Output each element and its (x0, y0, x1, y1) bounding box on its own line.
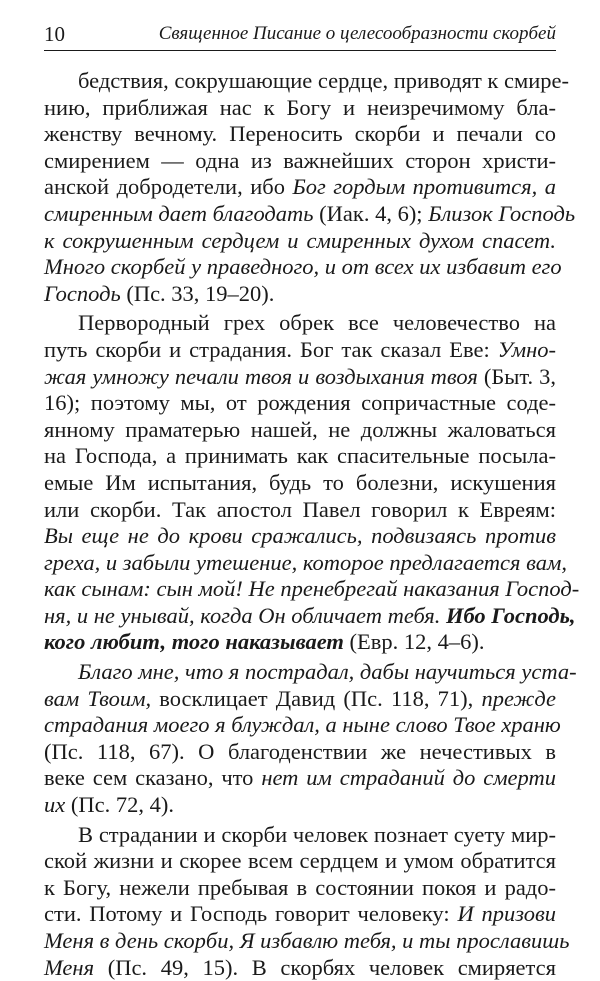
text-line (44, 901, 556, 928)
italic-run: Меня в день скорби, Я избавлю тебя, и ты прославишь (44, 928, 570, 953)
italic-run: греха, и забыли утешение, которое предлагается вам, (44, 549, 567, 575)
italic-run: страдания моего я блуждал, а ныне слово Твое храню (44, 712, 561, 738)
text-line (44, 765, 556, 792)
text-run: (Евр. 12, 4–6). (343, 629, 485, 655)
text-run: (Иак. 4, 6); (313, 200, 429, 226)
text-line (44, 848, 556, 875)
text-line (44, 200, 576, 228)
text-run: В страдании и скорби человек познает суету мир- (78, 821, 556, 847)
body-text (44, 68, 580, 981)
italic-run: Бог гордым противится, а (292, 174, 556, 200)
text-line (44, 739, 556, 766)
text-line (44, 686, 556, 713)
text-line (44, 712, 561, 739)
italic-run: И призови (457, 901, 557, 927)
text-run: на Господа, а принимать как спасительные посыла- (44, 443, 556, 469)
text-run: (Пс. 72, 4). (65, 792, 174, 818)
text-run: (Пс. 118, 67). О благоденствии же нечестивых в (44, 738, 556, 764)
paragraph (44, 310, 580, 656)
text-run: бедствия, сокрушающие сердце, приводят к смире- (78, 68, 569, 93)
text-run: веке сем сказано, что (44, 765, 262, 791)
italic-run: Благо мне, что я пострадал, дабы научиться уста- (78, 659, 577, 685)
text-run: (Быт. 3, (477, 363, 557, 389)
text-line (44, 602, 576, 630)
text-line (44, 497, 556, 524)
text-line (44, 955, 556, 981)
text-line (44, 68, 569, 95)
text-line (44, 310, 556, 337)
bold-italic-run: Ибо Господь, (445, 602, 576, 628)
italic-run: смиренным дает благодать (44, 200, 314, 226)
text-line (44, 443, 556, 470)
text-line (44, 875, 556, 902)
italic-run: ня, и не унывай, когда Он обличает тебя. (44, 602, 446, 628)
text-run: анской добродетели, ибо (44, 174, 293, 200)
paragraph (44, 821, 570, 981)
italic-run: нет им страданий до смерти (261, 765, 556, 791)
text-line (44, 928, 570, 955)
italic-run: Меня (44, 954, 95, 980)
text-line (44, 121, 556, 148)
text-line (44, 629, 556, 656)
text-run: (Пс. 49, 15). В скорбях человек смиряется (94, 954, 556, 980)
text-line (44, 417, 556, 444)
italic-run: Близок Господь (428, 200, 576, 226)
page-header (44, 20, 556, 51)
text-run: ской жизни и скорее всем сердцем и умом обратится (44, 848, 556, 874)
italic-run: как сынам: сын мой! Не пренебрегай наказания Господ- (44, 576, 580, 602)
text-run: янному праматерью нашей, не должны жаловаться (44, 416, 556, 442)
text-line (44, 659, 577, 686)
text-line (44, 576, 580, 603)
text-run: емые Им испытания, будь то болезни, искушения (44, 469, 556, 495)
text-line (44, 281, 556, 308)
italic-run: прежде (481, 685, 556, 711)
italic-run: Много скорбей у праведного, и от всех их избавит его (44, 254, 562, 280)
text-line (44, 523, 556, 550)
text-line (44, 95, 556, 122)
text-run: (Пс. 33, 19–20). (120, 280, 275, 306)
text-line (44, 470, 556, 497)
italic-run: их (44, 792, 66, 818)
text-run: к Богу, нежели пребывая в состоянии покоя и радо- (44, 874, 556, 900)
text-run: сти. Потому и Господь говорит человеку: (44, 901, 458, 927)
italic-run: Умно- (497, 336, 556, 362)
bold-italic-run: кого любит, того наказывает (44, 629, 344, 655)
text-line (44, 390, 556, 417)
text-run: Первородный грех обрек все человечество на (78, 310, 556, 336)
text-run: восклицает Давид (Пс. 118, 71), (151, 685, 482, 711)
italic-run: Господь (44, 280, 121, 306)
text-line (44, 792, 556, 819)
text-line (44, 228, 556, 255)
text-line (44, 822, 556, 849)
text-line (44, 337, 556, 364)
text-line (44, 549, 567, 577)
text-run: смирением — одна из важнейших сторон христи- (44, 147, 556, 173)
page-number: 10 (44, 22, 65, 46)
text-run: нию, приближая нас к Богу и неизречимому бла- (44, 94, 556, 120)
italic-run: вам Твоим, (44, 685, 152, 711)
italic-run: Вы еще не до крови сражались, подвизаясь против (44, 523, 556, 549)
italic-run: к сокрушенным сердцем и смиренных духом спасет. (44, 227, 556, 253)
text-run: или скорби. Так апостол Павел говорил к Евреям: (44, 496, 556, 522)
paragraph (44, 68, 576, 307)
text-line (44, 364, 556, 391)
running-title: Священное Писание о целесообразности скорбей (158, 23, 556, 44)
paragraph (44, 659, 577, 819)
italic-run: жая умножу печали твоя и воздыхания твоя (44, 363, 478, 389)
text-run: путь скорби и страдания. Бог так сказал Еве: (44, 336, 498, 362)
text-run: 16); поэтому мы, от рождения сопричастные соде- (44, 390, 556, 416)
text-run: женству вечному. Переносить скорби и печали со (44, 121, 556, 147)
text-line (44, 254, 562, 281)
text-line (44, 148, 556, 175)
text-line (44, 174, 556, 201)
